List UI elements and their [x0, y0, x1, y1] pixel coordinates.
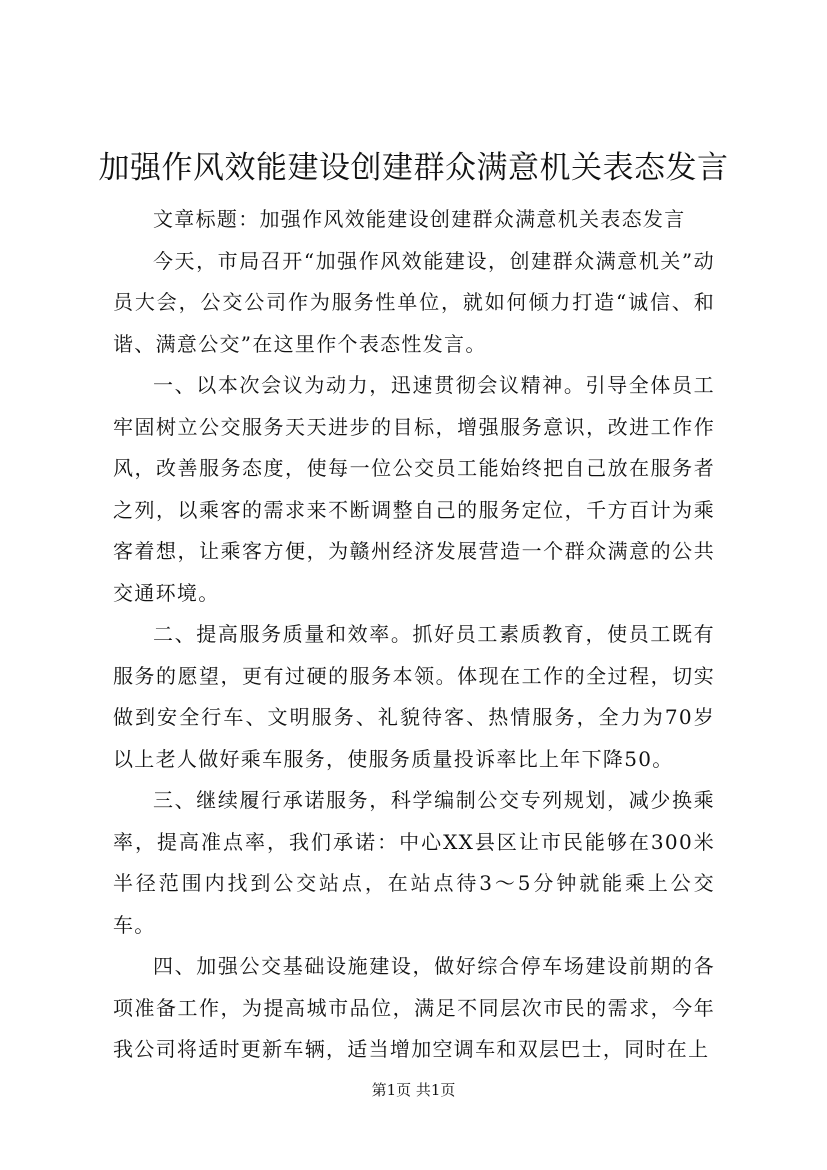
paragraph-two: 二、提高服务质量和效率。抓好员工素质教育，使员工既有服务的愿望，更有过硬的服务本领。体现在工作的全过程，切实做到安全行车、文明服务、礼貌待客、热情服务，全力为70岁以上老人做好乘车服务，使服务质量投诉率比上年下降50。: [113, 622, 715, 771]
document-title: 加强作风效能建设创建群众满意机关表态发言: [98, 150, 729, 186]
article-title-line: 文章标题：加强作风效能建设创建群众满意机关表态发言: [153, 207, 686, 231]
page-footer: 第1页 共1页: [371, 1081, 456, 1099]
paragraph-three: 三、继续履行承诺服务，科学编制公交专列规划，减少换乘率，提高准点率，我们承诺：中心XX县区让市民能够在300米半径范围内找到公交站点，在站点待3～5分钟就能乘上公交车。: [113, 788, 715, 937]
paragraph-one: 一、以本次会议为动力，迅速贯彻会议精神。引导全体员工牢固树立公交服务天天进步的目标，增强服务意识，改进工作作风，改善服务态度，使每一位公交员工能始终把自己放在服务者之列，以乘客的需求来不断调整自己的服务定位，千方百计为乘客着想，让乘客方便，为赣州经济发展营造一个群众满意的公共交通环境。: [113, 373, 715, 605]
document-body: [113, 199, 715, 1071]
paragraph-four: 四、加强公交基础设施建设，做好综合停车场建设前期的各项准备工作，为提高城市品位，满足不同层次市民的需求，今年我公司将适时更新车辆，适当增加空调车和双层巴士，同时在上: [113, 954, 715, 1061]
intro-paragraph: 今天，市局召开“加强作风效能建设，创建群众满意机关”动员大会，公交公司作为服务性单位，就如何倾力打造“诚信、和谐、满意公交”在这里作个表态性发言。: [113, 248, 715, 356]
